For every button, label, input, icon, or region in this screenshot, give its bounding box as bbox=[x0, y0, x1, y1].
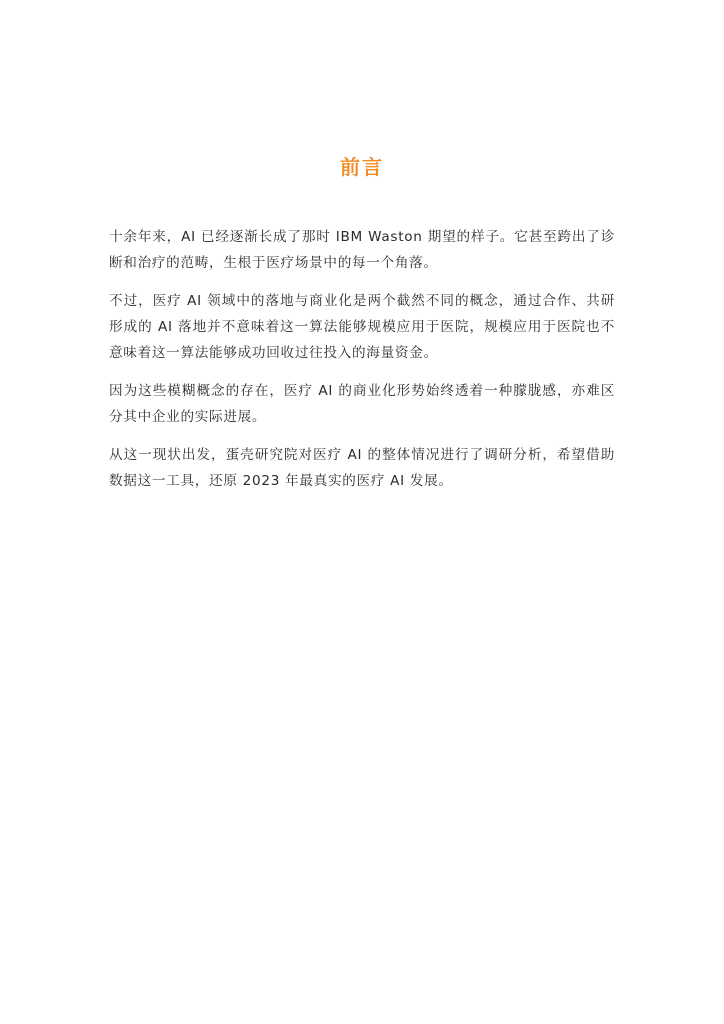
paragraph-2: 不过，医疗 AI 领域中的落地与商业化是两个截然不同的概念，通过合作、共研形成的 AI 落地并不意味着这一算法能够规模应用于医院，规模应用于医院也不意味着这一算法能够成功回收过往投入的海量资金。 bbox=[109, 293, 615, 361]
paragraph-4: 从这一现状出发，蛋壳研究院对医疗 AI 的整体情况进行了调研分析，希望借助数据这一工具，还原 2023 年最真实的医疗 AI 发展。 bbox=[109, 447, 615, 489]
paragraph-3: 因为这些模糊概念的存在，医疗 AI 的商业化形势始终透着一种朦胧感，亦难区分其中企业的实际进展。 bbox=[109, 383, 615, 425]
preface-body bbox=[109, 224, 615, 506]
paragraph-1: 十余年来，AI 已经逐渐长成了那时 IBM Waston 期望的样子。它甚至跨出了诊断和治疗的范畴，生根于医疗场景中的每一个角落。 bbox=[109, 229, 615, 271]
page-title: 前言 bbox=[340, 155, 384, 179]
